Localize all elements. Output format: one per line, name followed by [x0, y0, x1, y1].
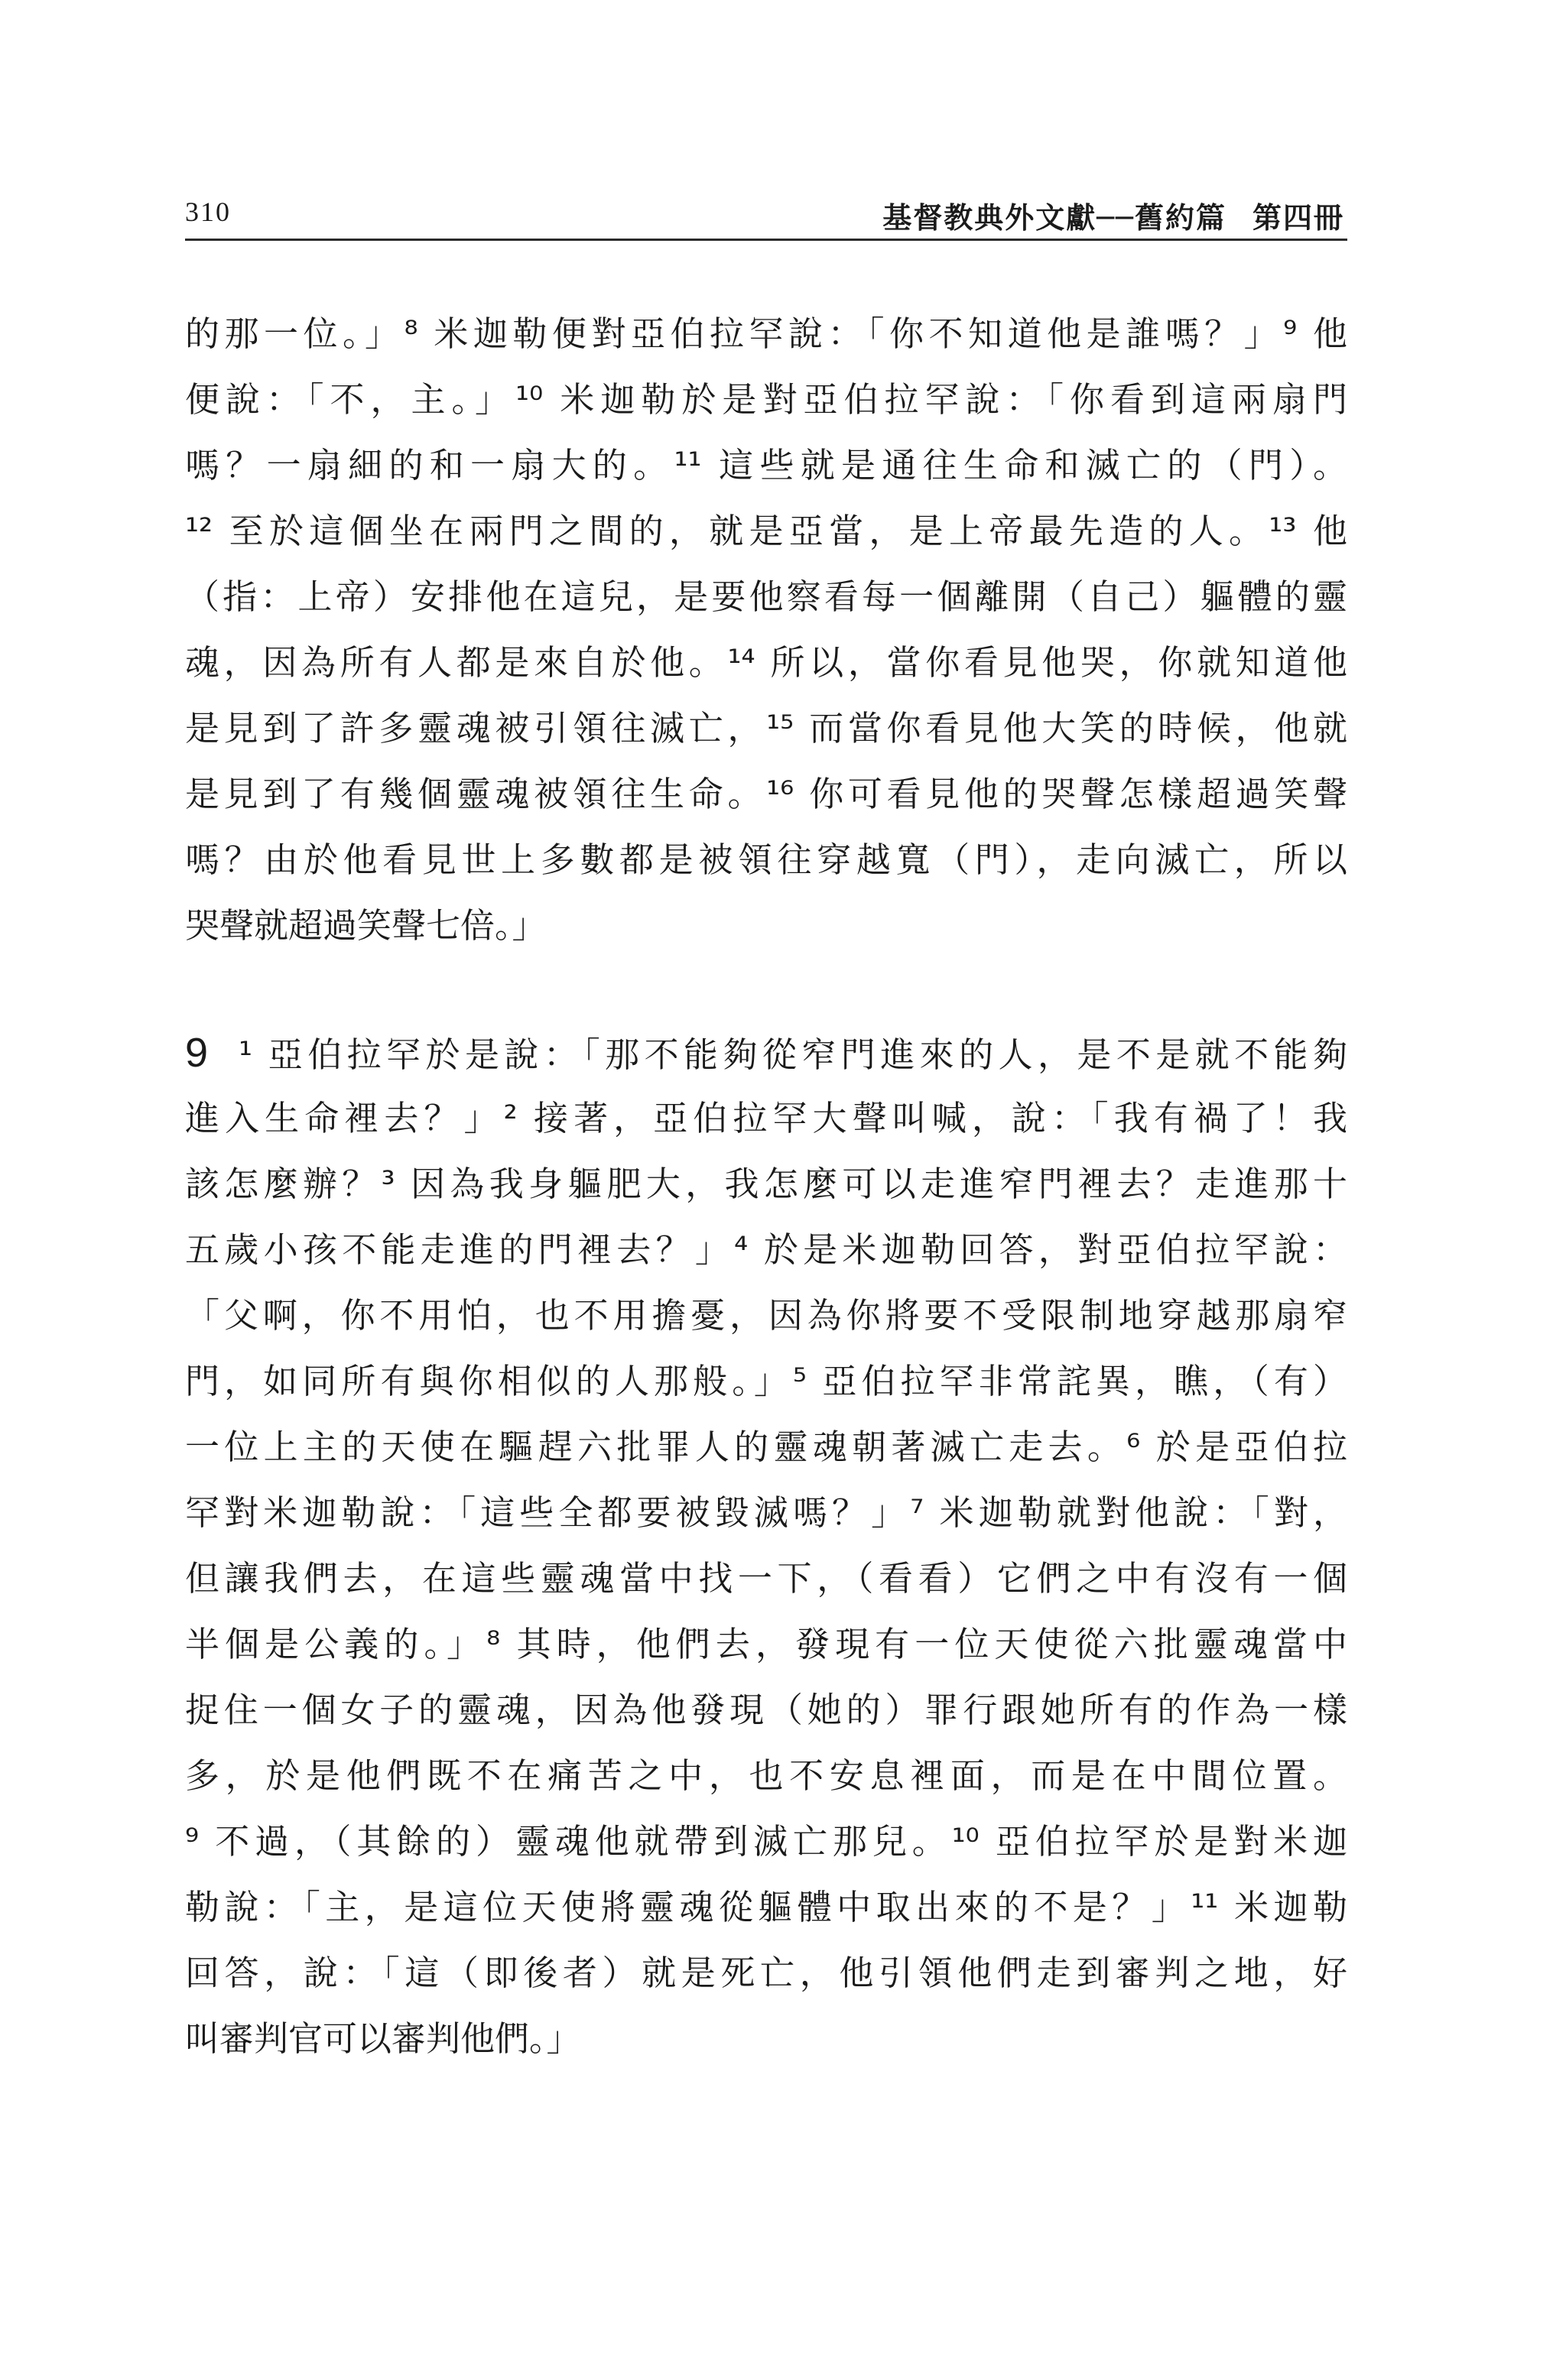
text-line: 嗎？由於他看見世上多數都是被領往穿越寬（門），走向滅亡，所以	[185, 839, 1347, 880]
text-line: 哭聲就超過笑聲七倍。」	[185, 905, 547, 946]
text-line: ¹² 至於這個坐在兩門之間的，就是亞當，是上帝最先造的人。¹³ 他	[185, 511, 1347, 551]
chapter-number: 9	[185, 1030, 209, 1076]
text-line: 罕對米迦勒說：「這些全都要被毀滅嗎？」⁷ 米迦勒就對他說：「對，	[185, 1492, 1347, 1533]
book-title: 基督教典外文獻──舊約篇	[882, 201, 1226, 235]
text-line: 嗎？一扇細的和一扇大的。¹¹ 這些就是通往生命和滅亡的（門）。	[185, 445, 1347, 485]
text-line: 多，於是他們既不在痛苦之中，也不安息裡面，而是在中間位置。	[185, 1755, 1347, 1796]
running-title	[882, 194, 1344, 236]
text-line: ⁹ 不過，（其餘的）靈魂他就帶到滅亡那兒。¹⁰ 亞伯拉罕於是對米迦	[185, 1821, 1347, 1862]
chapter-first-line	[185, 1020, 1347, 1086]
text-line: （指：上帝）安排他在這兒，是要他察看每一個離開（自己）軀體的靈	[185, 576, 1347, 617]
text-line: 五歲小孩不能走進的門裡去？」⁴ 於是米迦勒回答，對亞伯拉罕說：	[185, 1229, 1347, 1270]
text-line: 一位上主的天使在驅趕六批罪人的靈魂朝著滅亡走去。⁶ 於是亞伯拉	[185, 1427, 1347, 1467]
text-line: 的那一位。」⁸ 米迦勒便對亞伯拉罕說：「你不知道他是誰嗎？」⁹ 他	[185, 313, 1347, 354]
text-line: 勒說：「主，是這位天使將靈魂從軀體中取出來的不是？」¹¹ 米迦勒	[185, 1887, 1347, 1927]
text-line: 進入生命裡去？」² 接著，亞伯拉罕大聲叫喊，說：「我有禍了！我	[185, 1098, 1347, 1138]
text-line: 但讓我們去，在這些靈魂當中找一下，（看看）它們之中有沒有一個	[185, 1558, 1347, 1599]
page-header	[185, 193, 1347, 241]
text-line: 該怎麼辦？³ 因為我身軀肥大，我怎麼可以走進窄門裡去？走進那十	[185, 1164, 1347, 1204]
text-line: 便說：「不，主。」¹⁰ 米迦勒於是對亞伯拉罕說：「你看到這兩扇門	[185, 379, 1347, 420]
text-line: 回答，說：「這（即後者）就是死亡，他引領他們走到審判之地，好	[185, 1953, 1347, 1993]
text-line: 門，如同所有與你相似的人那般。」⁵ 亞伯拉罕非常詫異，瞧，（有）	[185, 1361, 1347, 1401]
chapter-first-line-text: ¹ 亞伯拉罕於是說：「那不能夠從窄門進來的人，是不是就不能夠	[239, 1034, 1347, 1075]
page-number: 310	[185, 196, 231, 227]
text-line: 「父啊，你不用怕，也不用擔憂，因為你將要不受限制地穿越那扇窄	[185, 1295, 1347, 1336]
body-text	[185, 301, 1347, 2072]
text-line: 魂，因為所有人都是來自於他。¹⁴ 所以，當你看見他哭，你就知道他	[185, 642, 1347, 683]
text-line: 捉住一個女子的靈魂，因為他發現（她的）罪行跟她所有的作為一樣	[185, 1690, 1347, 1730]
text-line: 是見到了有幾個靈魂被領往生命。¹⁶ 你可看見他的哭聲怎樣超過笑聲	[185, 774, 1347, 814]
text-line: 半個是公義的。」⁸ 其時，他們去，發現有一位天使從六批靈魂當中	[185, 1624, 1347, 1664]
text-line: 叫審判官可以審判他們。」	[185, 2018, 581, 2059]
text-line: 是見到了許多靈魂被引領往滅亡，¹⁵ 而當你看見他大笑的時候，他就	[185, 708, 1347, 748]
chapter-gap	[185, 959, 1347, 1020]
volume-label: 第四冊	[1252, 201, 1344, 235]
